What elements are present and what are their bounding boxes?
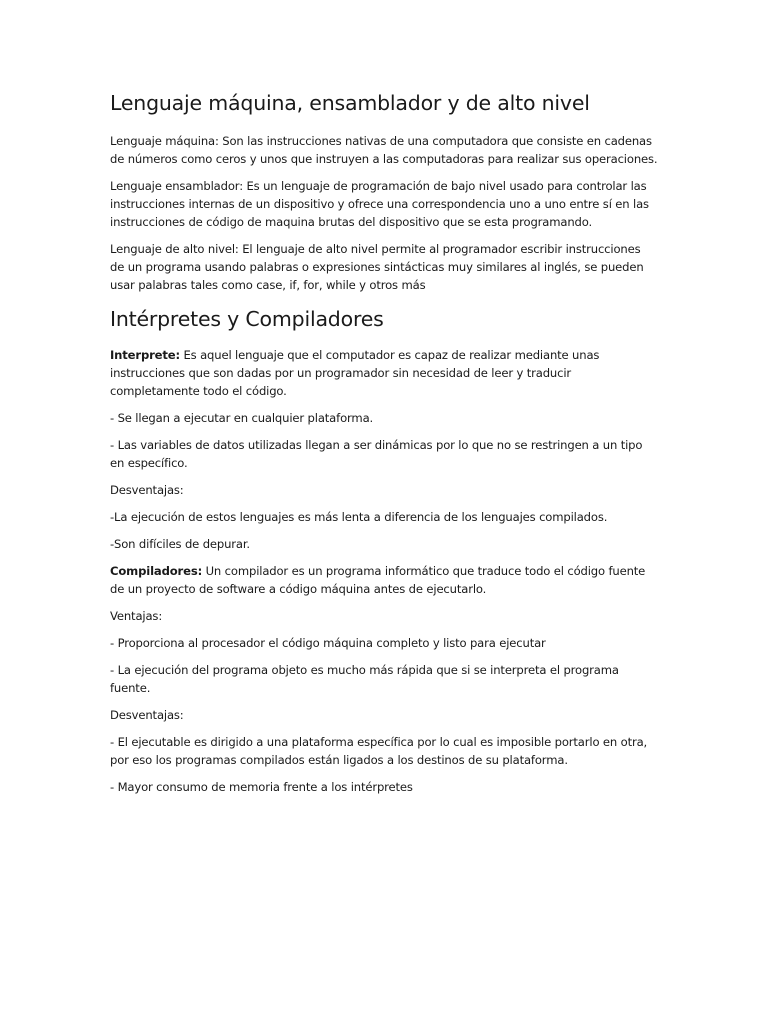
label-compiladores-ventajas: Ventajas: <box>110 609 163 623</box>
text-compiladores: Un compilador es un programa informático que traduce todo el código fuente de un proyecto de software a código máquina antes de ejecutarlo. <box>110 564 646 596</box>
text-interprete: Es aquel lenguaje que el computador es capaz de realizar mediante unas instrucciones que son dadas por un programador sin necesidad de leer y traducir completamente todo el código. <box>110 348 600 398</box>
list-item-compiladores-ventaja-2: - La ejecución del programa objeto es mucho más rápida que si se interpreta el programa fuente. <box>110 663 619 695</box>
label-compiladores: Compiladores: <box>110 564 203 578</box>
list-item-interprete-1: - Se llegan a ejecutar en cualquier plataforma. <box>110 411 374 425</box>
list-item-compiladores-ventaja-1: - Proporciona al procesador el código máquina completo y listo para ejecutar <box>110 636 546 650</box>
paragraph-lenguaje-maquina <box>110 132 658 168</box>
list-item-interprete-desventaja-2: -Son difíciles de depurar. <box>110 537 250 551</box>
label-interprete: Interprete: <box>110 348 180 362</box>
list-item-compiladores-desventaja-1: - El ejecutable es dirigido a una plataforma específica por lo cual es imposible portarlo en otra, por eso los programas compilados están ligados a los destinos de su plataforma. <box>110 735 648 767</box>
paragraph-compiladores <box>110 562 658 598</box>
list-item-compiladores-desventaja-2: - Mayor consumo de memoria frente a los intérpretes <box>110 780 413 794</box>
section-title-interpretes: Intérpretes y Compiladores <box>110 307 384 331</box>
paragraph-lenguaje-alto-nivel: Lenguaje de alto nivel: El lenguaje de alto nivel permite al programador escribir instrucciones de un programa usando palabras o expresiones sintácticas muy similares al inglés, se pueden usar palabras tales como case, if, for, while y otros más <box>110 242 644 292</box>
paragraph-lenguaje-ensamblador: Lenguaje ensamblador: Es un lenguaje de programación de bajo nivel usado para controlar las instrucciones internas de un dispositivo y ofrece una correspondencia uno a uno entre sí en las instrucciones de código de maquina brutas del dispositivo que se esta programando. <box>110 179 649 229</box>
document-page <box>110 88 658 805</box>
paragraph-interprete <box>110 346 658 400</box>
list-item-interprete-desventaja-1: -La ejecución de estos lenguajes es más lenta a diferencia de los lenguajes compilados. <box>110 510 608 524</box>
label-interprete-desventajas: Desventajas: <box>110 483 184 497</box>
list-item-interprete-2: - Las variables de datos utilizadas llegan a ser dinámicas por lo que no se restringen a un tipo en específico. <box>110 438 643 470</box>
label-compiladores-desventajas: Desventajas: <box>110 708 184 722</box>
label-lenguaje-maquina: Lenguaje máquina: <box>110 134 219 148</box>
section-title-lenguajes: Lenguaje máquina, ensamblador y de alto nivel <box>110 91 590 115</box>
text-lenguaje-maquina: Son las instrucciones nativas de una computadora que consiste en cadenas de números como ceros y unos que instruyen a las computadoras para realizar sus operaciones. <box>110 134 658 166</box>
